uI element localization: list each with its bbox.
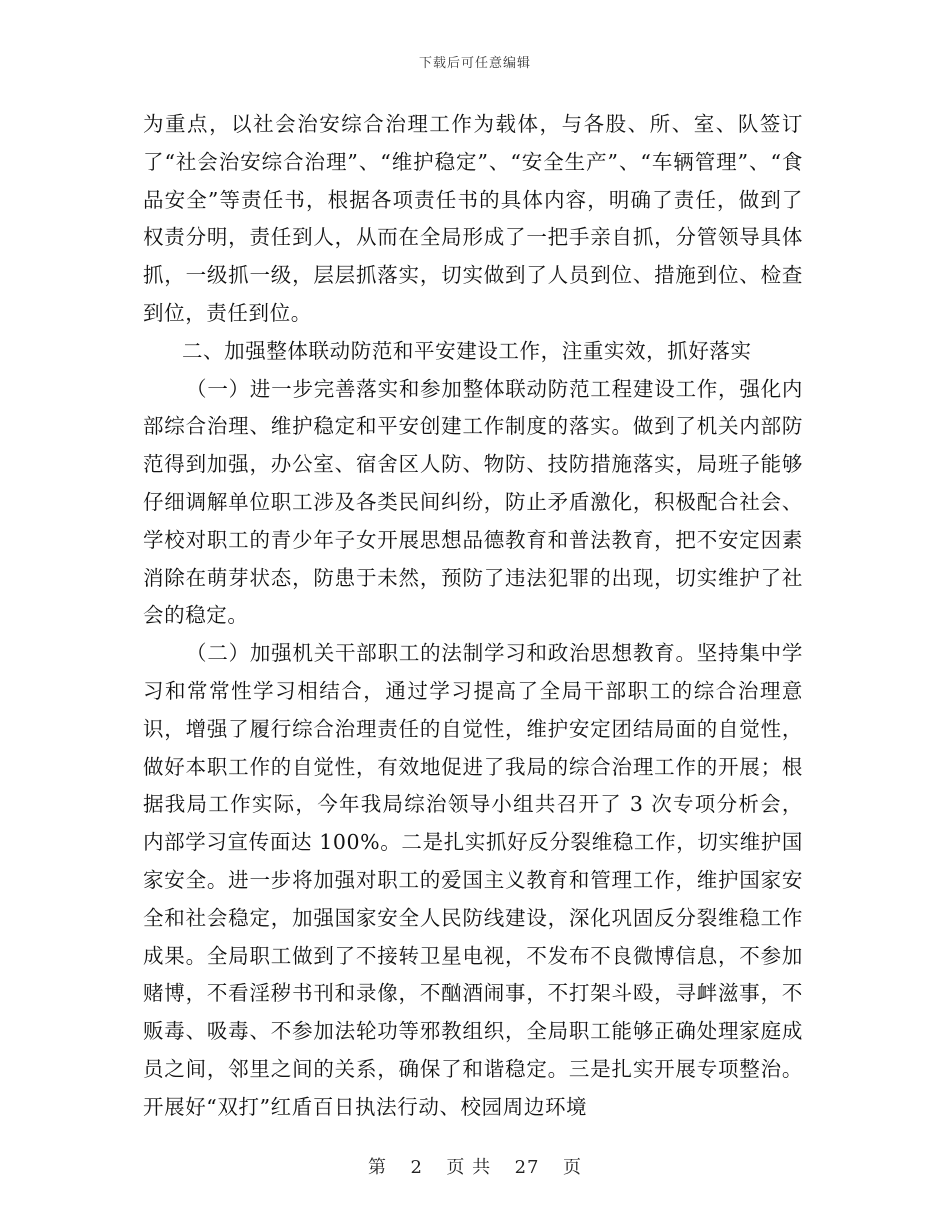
page-footer <box>0 1153 950 1179</box>
page-header: 下载后可任意编辑 <box>418 56 531 71</box>
paragraph-subsection-1: （一）进一步完善落实和参加整体联动防范工程建设工作，强化内部综合治理、维护稳定和平安创建工作制度的落实。做到了机关内部防范得到加强，办公室、宿舍区人防、物防、技防措施落实，局班子能够仔细调解单位职工涉及各类民间纠纷，防止矛盾激化，积极配合社会、学校对职工的青少年子女开展思想品德教育和普法教育，把不安定因素消除在萌芽状态，防患于未然，预防了违法犯罪的出现，切实维护了社会的稳定。 <box>143 376 803 628</box>
current-page-number: 2 <box>410 1157 423 1178</box>
total-page-count: 27 <box>514 1157 540 1178</box>
document-body <box>143 106 803 1127</box>
footer-suffix: 页 <box>562 1157 582 1178</box>
footer-prefix: 第 <box>368 1157 388 1178</box>
paragraph-subsection-2: （二）加强机关干部职工的法制学习和政治思想教育。坚持集中学习和常常性学习相结合，通过学习提高了全局干部职工的综合治理意识，增强了履行综合治理责任的自觉性，维护安定团结局面的自觉性，做好本职工作的自觉性，有效地促进了我局的综合治理工作的开展；根据我局工作实际，今年我局综治领导小组共召开了 3 次专项分析会，内部学习宣传面达 100%。二是扎实抓好反分裂维稳工作，切实维护国家安全。进一步将加强对职工的爱国主义教育和管理工作，维护国家安全和社会稳定，加强国家安全人民防线建设，深化巩固反分裂维稳工作成果。全局职工做到了不接转卫星电视，不发布不良微博信息，不参加赌博，不看淫秽书刊和录像，不酗酒闹事，不打架斗殴，寻衅滋事，不贩毒、吸毒、不参加法轮功等邪教组织，全局职工能够正确处理家庭成员之间，邻里之间的关系，确保了和谐稳定。三是扎实开展专项整治。开展好“双打”红盾百日执法行动、校园周边环境 <box>143 641 803 1119</box>
footer-middle: 页 共 <box>446 1157 492 1178</box>
section-heading: 二、加强整体联动防范和平安建设工作，注重实效，抓好落实 <box>181 338 752 363</box>
paragraph-continuation: 为重点，以社会治安综合治理工作为载体，与各股、所、室、队签订了“社会治安综合治理”、“维护稳定”、“安全生产”、“车辆管理”、“食品安全”等责任书，根据各项责任书的具体内容，明确了责任，做到了权责分明，责任到人，从而在全局形成了一把手亲自抓，分管领导具体抓，一级抓一级，层层抓落实，切实做到了人员到位、措施到位、检查到位，责任到位。 <box>143 112 803 325</box>
